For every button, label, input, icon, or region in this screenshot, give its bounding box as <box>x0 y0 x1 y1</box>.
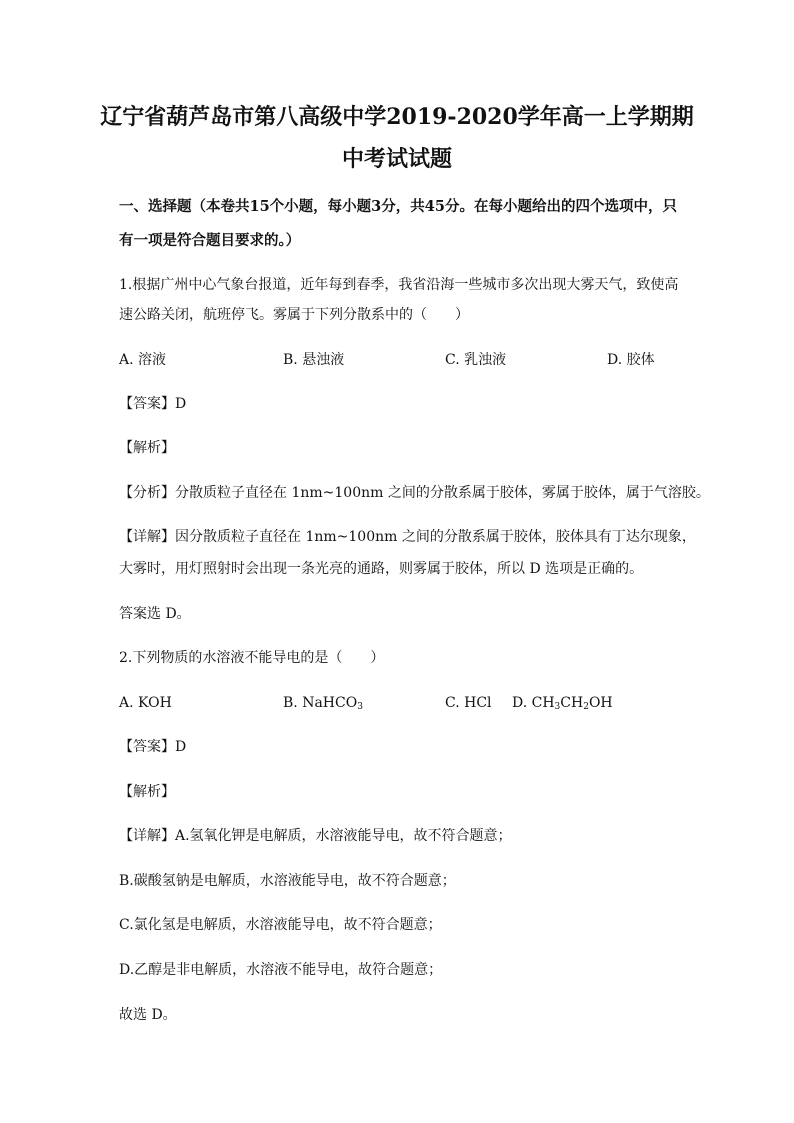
question-1-analysis-label: 【解析】 <box>119 440 175 456</box>
option-d-subscript2: 2 <box>583 702 589 712</box>
question-1-stem-line2: 速公路关闭，航班停飞。雾属于下列分散系中的（ ） <box>119 307 469 323</box>
question-2-detail-b: B.碳酸氢钠是电解质，水溶液能导电，故不符合题意； <box>119 873 456 889</box>
document-title-line2: 中考试试题 <box>341 146 452 172</box>
question-1-detail-line1: 【详解】因分散质粒子直径在 1nm~100nm 之间的分散系属于胶体，胶体具有丁达尔现象， <box>119 529 696 545</box>
question-2-option-b <box>283 693 363 713</box>
question-2-option-a: A. KOH <box>119 695 172 711</box>
question-1-option-b: B. 悬浊液 <box>283 352 345 368</box>
question-2-detail-c: C.氯化氢是电解质，水溶液能导电，故不符合题意； <box>119 917 442 933</box>
question-1-stem-line1: 1.根据广州中心气象台报道，近年每到春季，我省沿海一些城市多次出现大雾天气，致使高 <box>119 277 679 293</box>
question-2-option-d <box>512 693 613 713</box>
question-1-detail-line2: 大雾时，用灯照射时会出现一条光亮的通路，则雾属于胶体，所以 D 选项是正确的。 <box>119 561 644 577</box>
question-1-option-c: C. 乳浊液 <box>445 352 507 368</box>
question-1-option-a: A. 溶液 <box>119 352 167 368</box>
question-2-detail-d: D.乙醇是非电解质，水溶液不能导电，故符合题意； <box>119 962 443 978</box>
question-1-conclusion: 答案选 D。 <box>119 606 191 622</box>
question-2-stem: 2.下列物质的水溶液不能导电的是（ ） <box>119 650 385 666</box>
question-1-fenxi: 【分析】分散质粒子直径在 1nm~100nm 之间的分散系属于胶体，雾属于胶体，属于气溶胶。 <box>119 485 710 501</box>
option-d-formula-part1: D. CH <box>512 695 555 711</box>
option-d-formula-part3: OH <box>588 695 613 711</box>
question-2-answer: 【答案】D <box>119 739 187 755</box>
section-heading-line1: 一、选择题（本卷共15个小题，每小题3分，共45分。在每小题给出的四个选项中，只 <box>119 198 677 215</box>
question-2-detail-a: 【详解】A.氢氧化钾是电解质，水溶液能导电，故不符合题意； <box>119 828 512 844</box>
question-2-option-c: C. HCl <box>445 695 492 711</box>
question-1-answer: 【答案】D <box>119 396 187 412</box>
option-d-subscript1: 3 <box>554 702 561 712</box>
question-2-conclusion: 故选 D。 <box>119 1007 177 1023</box>
question-1-option-d: D. 胶体 <box>607 352 655 368</box>
document-title-line1: 辽宁省葫芦岛市第八高级中学2019-2020学年高一上学期期 <box>100 104 694 130</box>
section-heading-line2: 有一项是符合题目要求的。） <box>119 232 301 249</box>
question-2-analysis-label: 【解析】 <box>119 784 175 800</box>
option-d-formula-part2: CH <box>560 695 584 711</box>
option-b-formula: B. NaHCO <box>283 695 358 711</box>
option-b-subscript: 3 <box>357 702 363 712</box>
